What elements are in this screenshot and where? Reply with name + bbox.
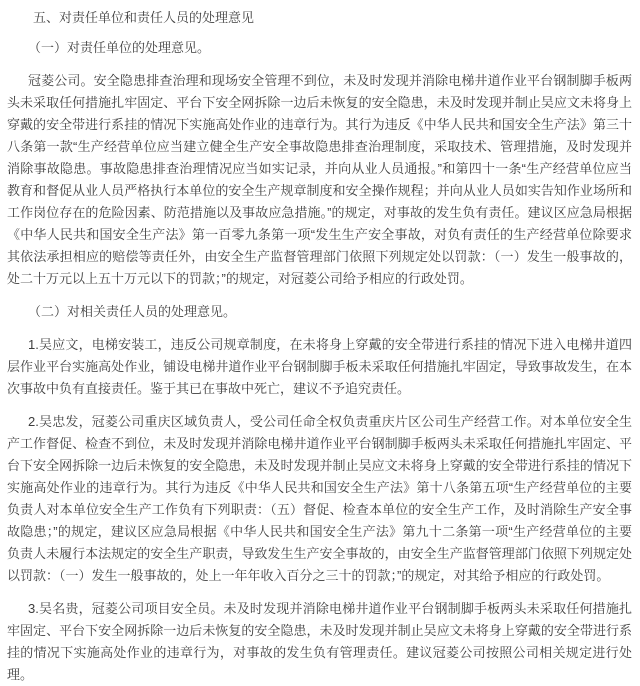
paragraph-person-1: 1.吴应文，电梯安装工，违反公司规章制度，在未将身上穿戴的安全带进行系挂的情况下进入电梯井道四层作业平台实施高处作业，铺设电梯井道作业平台钢制脚手板未采取任何措施扎牢固定，导致事故发生，在本次事故中负有直接责任。鉴于其已在事故中死亡，建议不予追究责任。	[7, 337, 632, 396]
section-heading: 五、对责任单位和责任人员的处理意见	[33, 10, 255, 25]
paragraph-person-3: 3.吴名贵，冠菱公司项目安全员。未及时发现并消除电梯井道作业平台钢制脚手板两头未采取任何措施扎牢固定、平台下安全网拆除一边后未恢复的安全隐患，未及时发现并制止吴应文未将身上穿戴的安全带进行系挂的情况下实施高处作业的违章行为，对事故的发生负有管理责任。建议冠菱公司按照公司相关规定进行处理。	[7, 601, 632, 682]
subsection-heading-unit: （一）对责任单位的处理意见。	[28, 40, 211, 55]
subsection-heading-persons: （二）对相关责任人员的处理意见。	[28, 304, 237, 319]
paragraph-unit-company: 冠菱公司。安全隐患排查治理和现场安全管理不到位，未及时发现并消除电梯井道作业平台钢制脚手板两头未采取任何措施扎牢固定、平台下安全网拆除一边后未恢复的安全隐患，未及时发现并制止吴应文未将身上穿戴的安全带进行系挂的情况下实施高处作业的违章行为。其行为违反《中华人民共和国安全生产法》第三十八条第一款“生产经营单位应当建立健全生产安全事故隐患排查治理制度，采取技术、管理措施，及时发现并消除事故隐患。事故隐患排查治理情况应当如实记录，并向从业人员通报。”和第四十一条“生产经营单位应当教育和督促从业人员严格执行本单位的安全生产规章制度和安全操作规程；并向从业人员如实告知作业场所和工作岗位存在的危险因素、防范措施以及事故应急措施。”的规定，对事故的发生负有责任。建议区应急局根据《中华人民共和国安全生产法》第一百零九条第一项“发生生产安全事故，对负有责任的生产经营单位除要求其依法承担相应的赔偿等责任外，由安全生产监督管理部门依照下列规定处以罚款：（一）发生一般事故的，处二十万元以上五十万元以下的罚款；”的规定，对冠菱公司给予相应的行政处罚。	[7, 73, 632, 286]
paragraph-person-2: 2.吴忠发，冠菱公司重庆区域负责人，受公司任命全权负责重庆片区公司生产经营工作。对本单位安全生产工作督促、检查不到位，未及时发现并消除电梯井道作业平台钢制脚手板两头未采取任何措施扎牢固定、平台下安全网拆除一边后未恢复的安全隐患，未及时发现并制止吴应文未将身上穿戴的安全带进行系挂的情况下实施高处作业的违章行为。其行为违反《中华人民共和国安全生产法》第十八条第五项“生产经营单位的主要负责人对本单位安全生产工作负有下列职责：（五）督促、检查本单位的安全生产工作，及时消除生产安全事故隐患；”的规定，建议区应急局根据《中华人民共和国安全生产法》第九十二条第一项“生产经营单位的主要负责人未履行本法规定的安全生产职责，导致发生生产安全事故的，由安全生产监督管理部门依照下列规定处以罚款：（一）发生一般事故的，处上一年年收入百分之三十的罚款；”的规定，对其给予相应的行政处罚。	[7, 414, 632, 583]
